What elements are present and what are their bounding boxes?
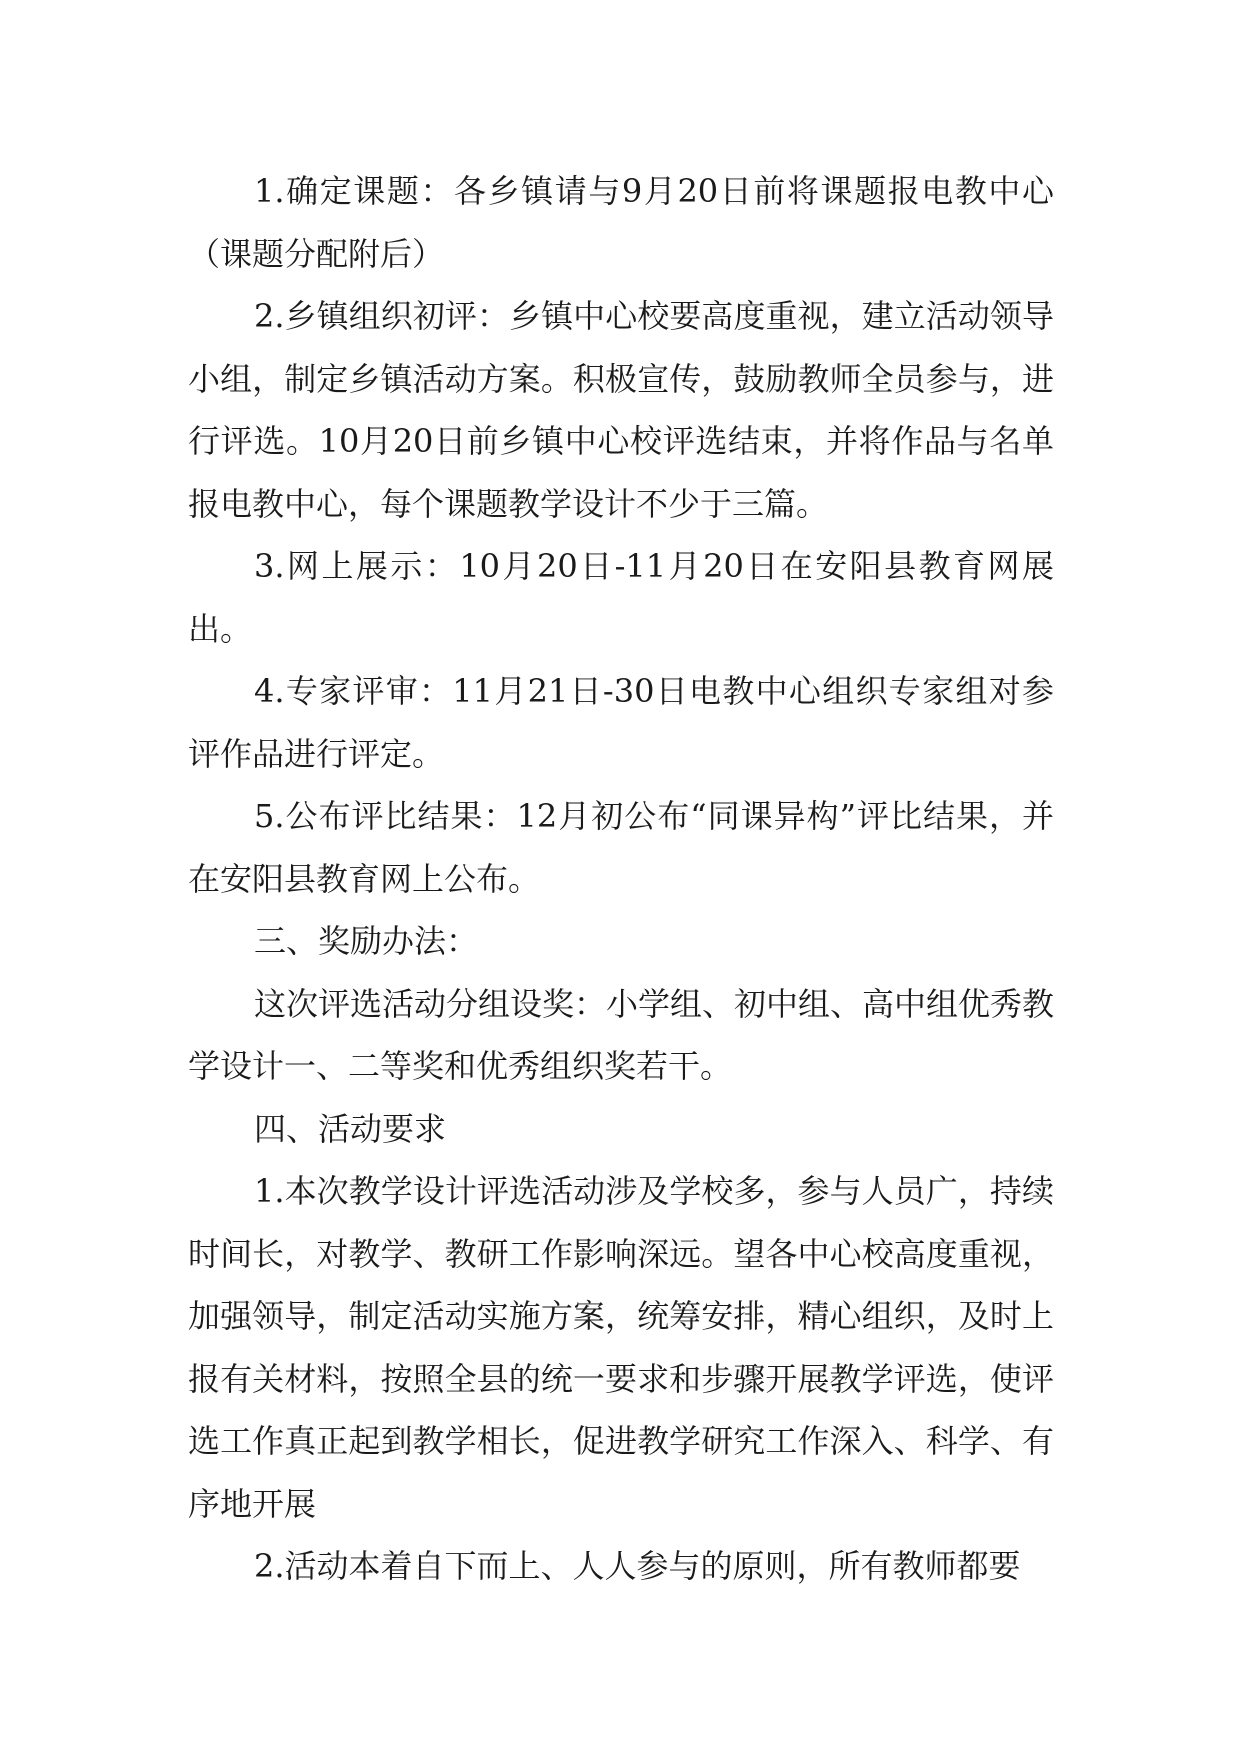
requirement-2-paragraph: 2.活动本着自下而上、人人参与的原则，所有教师都要 xyxy=(254,1547,1021,1585)
document-body xyxy=(188,160,1054,1598)
step-4-paragraph: 4.专家评审：11月21日-30日电教中心组织专家组对参评作品进行评定。 xyxy=(188,672,1054,773)
step-3-paragraph: 3.网上展示：10月20日-11月20日在安阳县教育网展出。 xyxy=(188,547,1054,648)
awards-paragraph: 这次评选活动分组设奖：小学组、初中组、高中组优秀教学设计一、二等奖和优秀组织奖若干。 xyxy=(188,984,1055,1085)
section-3-heading: 三、奖励办法： xyxy=(254,922,479,960)
requirement-1-paragraph: 1.本次教学设计评选活动涉及学校多，参与人员广，持续时间长，对教学、教研工作影响深远。望各中心校高度重视，加强领导，制定活动实施方案，统筹安排，精心组织，及时上报有关材料，按照全县的统一要求和步骤开展教学评选，使评选工作真正起到教学相长，促进教学研究工作深入、科学、有序地开展 xyxy=(188,1172,1054,1523)
step-2-paragraph: 2.乡镇组织初评：乡镇中心校要高度重视，建立活动领导小组，制定乡镇活动方案。积极宣传，鼓励教师全员参与，进行评选。10月20日前乡镇中心校评选结束，并将作品与名单报电教中心，每个课题教学设计不少于三篇。 xyxy=(188,297,1054,523)
step-5-paragraph: 5.公布评比结果：12月初公布“同课异构”评比结果，并在安阳县教育网上公布。 xyxy=(188,797,1054,898)
section-4-heading: 四、活动要求 xyxy=(254,1109,447,1148)
step-1-paragraph: 1.确定课题：各乡镇请与9月20日前将课题报电教中心（课题分配附后） xyxy=(188,172,1054,273)
